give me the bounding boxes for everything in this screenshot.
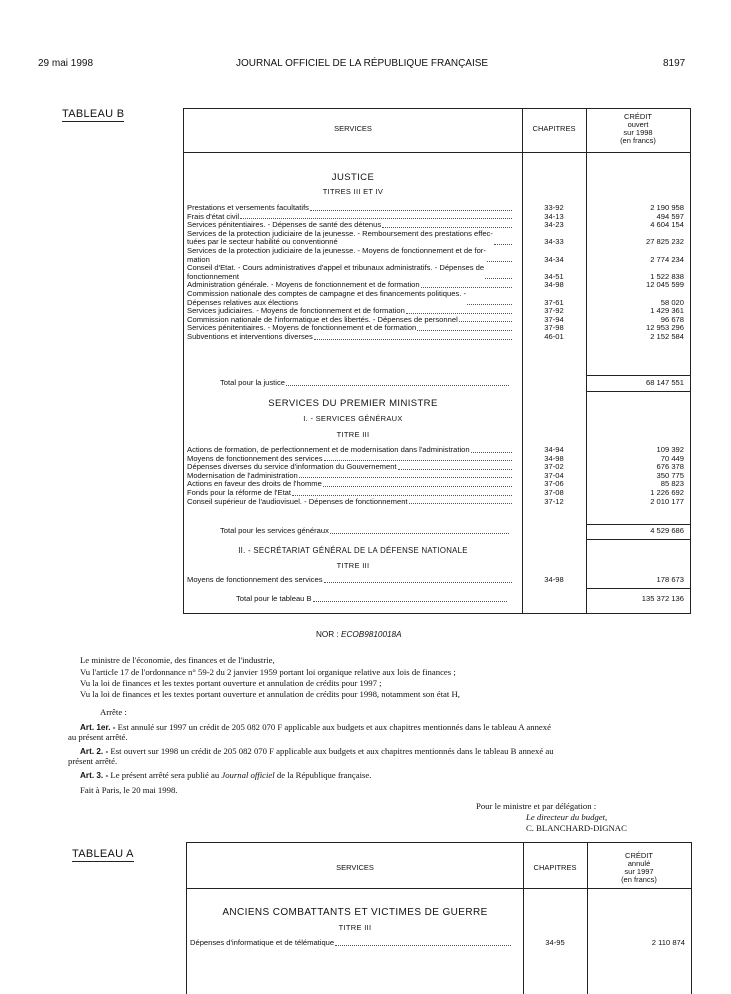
row-label: Fonds pour la réforme de l'Etat [187, 488, 292, 497]
article-1 [80, 722, 684, 733]
row-credit: 70 449 [660, 453, 684, 463]
section-subtitle-sgdn: TITRE III [336, 561, 370, 570]
row-credit: 85 823 [660, 479, 684, 489]
article-2-continued: présent arrêté. [68, 756, 118, 766]
row-label: Moyens de fonctionnement des services [187, 453, 323, 463]
row-credit: 2 110 874 [651, 938, 685, 947]
total-justice-row [220, 379, 510, 388]
article-3-label: Art. 3. - [80, 771, 109, 780]
article-1-label: Art. 1er. - [80, 723, 116, 732]
nor-prefix: NOR : [316, 630, 339, 639]
table-row [184, 333, 690, 342]
row-credit: 494 597 [656, 211, 684, 221]
row-chapitre: 37-02 [544, 462, 564, 472]
nor-line [316, 630, 402, 639]
row-credit: 676 378 [656, 462, 684, 472]
row-chapitre: 34-95 [545, 938, 565, 947]
row-chapitre: 34-34 [544, 254, 564, 264]
table-row [184, 204, 690, 213]
row-chapitre: 37-98 [544, 323, 564, 333]
article-3-text-pre: Le présent arrêté sera publié au [110, 770, 220, 780]
fait-a-paris: Fait à Paris, le 20 mai 1998. [80, 785, 178, 795]
total-justice-label: Total pour la justice [220, 378, 286, 387]
col-chapitres-header: CHAPITRES [532, 124, 576, 133]
header-journal-title: JOURNAL OFFICIEL DE LA RÉPUBLIQUE FRANÇAISE [236, 58, 489, 69]
row-credit: 2 774 234 [650, 254, 684, 264]
row-label: Modernisation de l'administration [187, 470, 298, 480]
row-credit: 2 190 958 [650, 203, 684, 212]
row-chapitre: 34-94 [544, 445, 564, 454]
row-chapitre: 46-01 [544, 332, 564, 341]
row-label: Subventions et interventions diverses [187, 332, 313, 341]
article-3 [80, 770, 371, 781]
arrete-intro: Le ministre de l'économie, des finances et de l'industrie, [80, 655, 275, 665]
row-label: Moyens de fonctionnement des services [187, 575, 323, 584]
col-chapitres-header-a: CHAPITRES [533, 863, 577, 872]
section-subtitle-titre-iii: TITRE III [336, 430, 370, 439]
article-2-label: Art. 2. - [80, 747, 109, 756]
arrete-word: Arrête : [100, 707, 127, 717]
row-label: Conseil d'Etat. - Cours administratives d'appel et tribunaux administratifs. - Dépenses de fonctionnement [187, 263, 485, 281]
header-page-number: 8197 [663, 58, 686, 69]
row-chapitre: 34-98 [544, 575, 564, 584]
row-label: Actions de formation, de perfectionnement et de modernisation dans l'administration [187, 445, 470, 454]
row-chapitre: 37-12 [544, 496, 564, 506]
row-label: Administration générale. - Moyens de fonctionnement et de formation [187, 280, 420, 290]
tableau-b-tag: TABLEAU B [62, 108, 125, 120]
row-credit: 2 152 584 [650, 332, 684, 341]
row-chapitre: 37-04 [544, 470, 564, 480]
signature-name: C. BLANCHARD-DIGNAC [526, 823, 627, 833]
row-chapitre: 34-51 [544, 271, 564, 281]
table-row [184, 247, 690, 264]
col-credit-header: CRÉDIT ouvert sur 1998 (en francs) [620, 112, 656, 145]
row-chapitre: 34-33 [544, 237, 564, 247]
row-label: Services pénitentiaires. - Dépenses de santé des détenus [187, 220, 382, 230]
section-title-anciens-combattants: ANCIENS COMBATTANTS ET VICTIMES DE GUERRE [222, 907, 488, 918]
row-label: Commission nationale des comptes de campagne et des financements politiques. - Dépenses relatives aux élections [187, 289, 467, 307]
total-services-generaux-row [220, 527, 510, 536]
row-credit: 178 673 [656, 575, 684, 584]
row-credit: 1 429 361 [650, 306, 684, 316]
vu-2: Vu la loi de finances et les textes portant ouverture et annulation de crédits pour 1997 ; [80, 678, 382, 688]
tableau-a-tag: TABLEAU A [72, 848, 134, 860]
row-label: Prestations et versements facultatifs [187, 203, 309, 212]
row-credit: 4 604 154 [650, 220, 684, 230]
article-2 [80, 746, 688, 757]
row-credit: 1 522 838 [650, 271, 684, 281]
row-label: Services judiciaires. - Moyens de fonctionnement et de formation [187, 306, 405, 316]
section-title-sgdn: II. - SECRÉTARIAT GÉNÉRAL DE LA DÉFENSE NATIONALE [238, 546, 468, 555]
row-credit: 2 010 177 [650, 496, 684, 506]
row-credit: 350 775 [656, 470, 684, 480]
row-credit: 58 020 [660, 297, 684, 307]
nor-code: ECOB9810018A [341, 630, 402, 639]
total-justice-value: 68 147 551 [645, 378, 684, 387]
row-chapitre: 37-94 [544, 314, 564, 324]
tableau-a [186, 842, 692, 994]
article-2-text: Est ouvert sur 1998 un crédit de 205 082 070 F applicable aux budgets et aux chapitres mentionnés dans le tableau B annexé au [110, 746, 554, 756]
row-credit: 96 678 [660, 314, 684, 324]
row-chapitre: 37-61 [544, 297, 564, 307]
table-row [184, 230, 690, 247]
row-chapitre: 34-98 [544, 280, 564, 290]
article-1-text: Est annulé sur 1997 un crédit de 205 082 070 F applicable aux budgets et aux chapitres mentionnés dans le tableau A annexé [117, 722, 551, 732]
row-credit: 109 392 [656, 445, 684, 454]
row-chapitre: 33-92 [544, 203, 564, 212]
row-credit: 12 953 296 [645, 323, 684, 333]
row-label: Dépenses d'informatique et de télématique [190, 938, 335, 947]
row-label: Services de la protection judiciaire de la jeunesse. - Remboursement des prestations effec- tuées par le secteur habilité ou conventionné [187, 228, 493, 247]
signature-line-2: Le directeur du budget, [526, 812, 608, 822]
tableau-b [183, 108, 691, 614]
row-label: Actions en faveur des droits de l'homme [187, 479, 322, 489]
col-services-header: SERVICES [334, 124, 372, 133]
row-credit: 27 825 232 [645, 237, 684, 247]
row-label: Frais d'état civil [187, 211, 240, 221]
row-chapitre: 34-13 [544, 211, 564, 221]
row-chapitre: 37-08 [544, 488, 564, 497]
row-credit: 1 226 692 [650, 488, 684, 497]
row-label: Dépenses diverses du service d'information du Gouvernement [187, 462, 397, 472]
col-credit-header-a: CRÉDIT annulé sur 1997 (en francs) [621, 851, 657, 884]
table-row [184, 264, 690, 281]
grand-total-value: 135 372 136 [641, 594, 684, 603]
total-services-generaux-value: 4 529 686 [650, 526, 684, 535]
signature-line-1: Pour le ministre et par délégation : [476, 801, 597, 811]
row-label: Services de la protection judiciaire de la jeunesse. - Moyens de fonctionnement et de for- mation [187, 246, 486, 264]
total-services-generaux-label: Total pour les services généraux [220, 526, 329, 535]
header-date: 29 mai 1998 [38, 58, 94, 69]
section-subtitle-titre-iii-a: TITRE III [338, 923, 372, 932]
vu-1: Vu l'article 17 de l'ordonnance n° 59-2 du 2 janvier 1959 portant loi organique relative aux lois de finances ; [80, 667, 456, 677]
row-chapitre: 34-23 [544, 220, 564, 230]
row-chapitre: 37-06 [544, 479, 564, 489]
row-label: Commission nationale de l'informatique et des libertés. - Dépenses de personnel [187, 314, 458, 324]
section-subtitle-services-generaux: I. - SERVICES GÉNÉRAUX [303, 414, 403, 423]
article-3-journal-officiel: Journal officiel [221, 770, 275, 780]
grand-total-row [236, 595, 508, 604]
row-credit: 12 045 599 [645, 280, 684, 290]
grand-total-label: Total pour le tableau B [236, 594, 312, 603]
row-label: Conseil supérieur de l'audiovisuel. - Dépenses de fonctionnement [187, 496, 408, 506]
article-3-text-post: de la République française. [276, 770, 372, 780]
row-chapitre: 34-98 [544, 453, 564, 463]
vu-3: Vu la loi de finances et les textes portant ouverture et annulation de crédits pour 1998, notamment son état H, [80, 689, 460, 699]
row-label: Services pénitentiaires. - Moyens de fonctionnement et de formation [187, 323, 417, 333]
section-title-justice: JUSTICE [331, 172, 375, 183]
section-subtitle-justice: TITRES III ET IV [322, 187, 384, 196]
article-1-continued: au présent arrêté. [68, 732, 128, 742]
section-title-premier-ministre: SERVICES DU PREMIER MINISTRE [268, 398, 438, 409]
row-chapitre: 37-92 [544, 306, 564, 316]
col-services-header-a: SERVICES [336, 863, 374, 872]
table-row [184, 498, 690, 507]
table-row [184, 290, 690, 307]
